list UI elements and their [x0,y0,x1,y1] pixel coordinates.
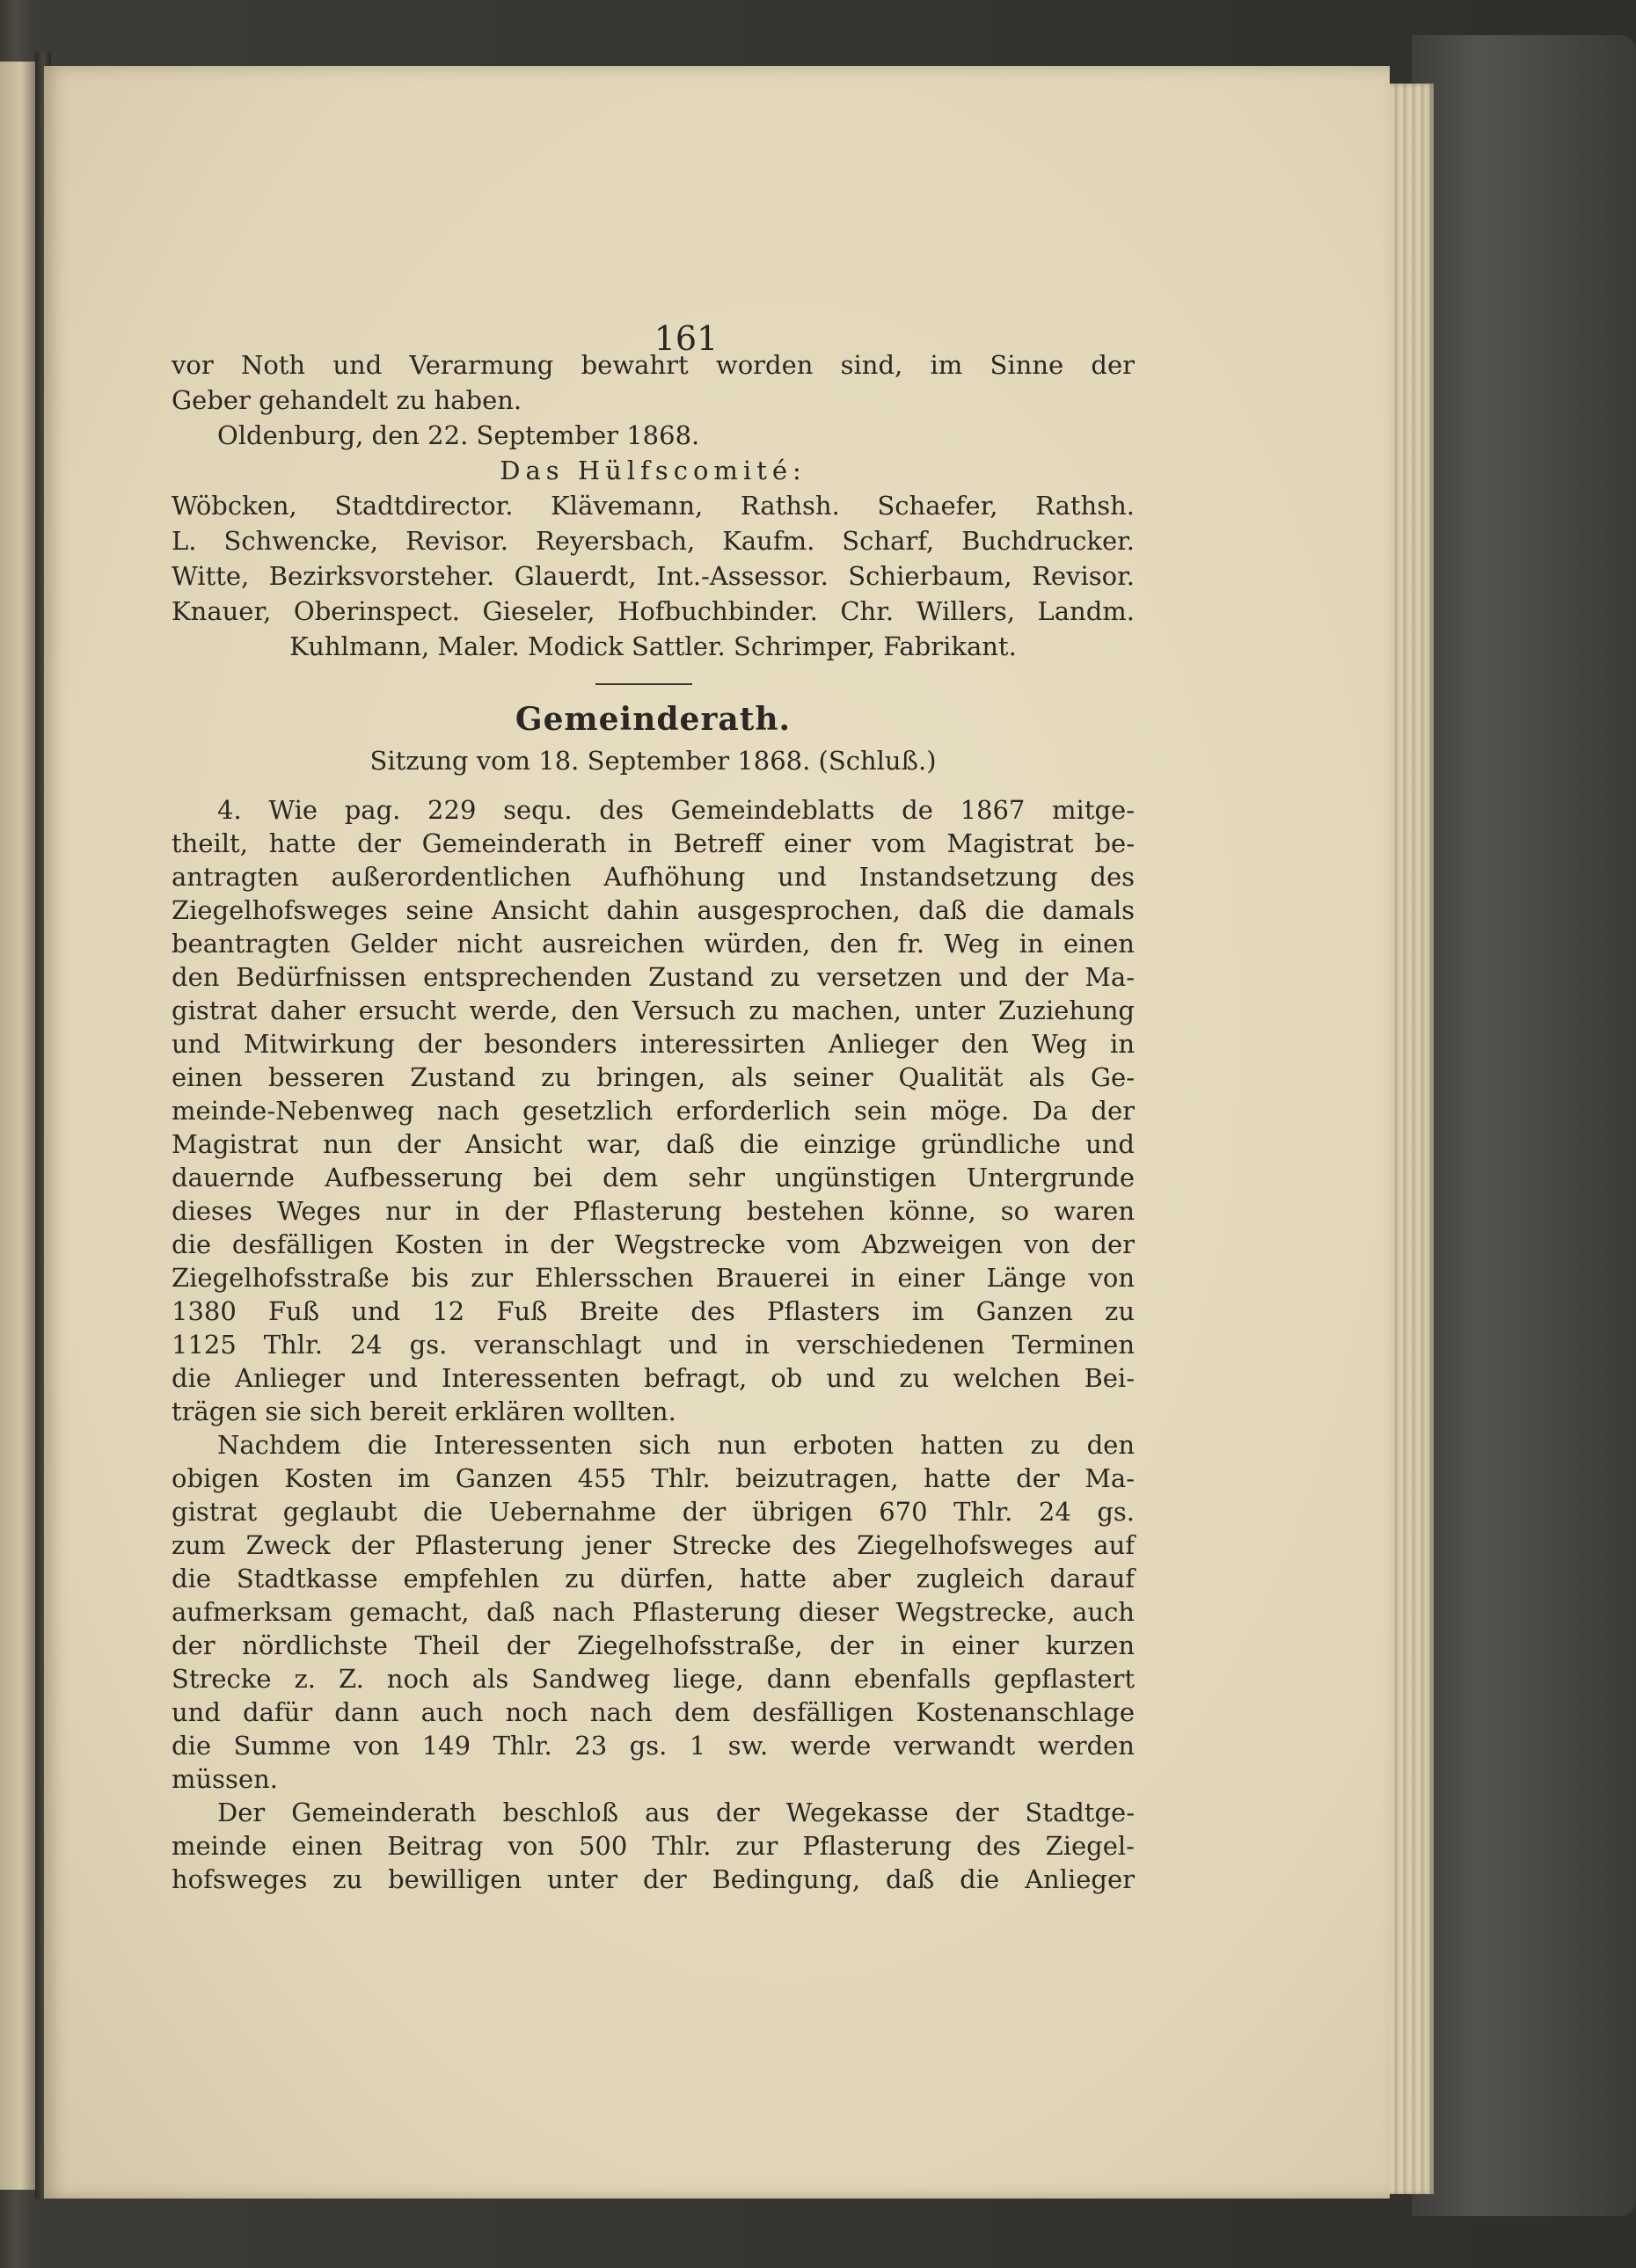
text-line: meinde einen Beitrag von 500 Thlr. zur Pflasterung des Ziegel- [172,1831,1135,1861]
text-line: 4. Wie pag. 229 sequ. des Gemeindeblatts de 1867 mitge- [217,795,1135,825]
text-line: antragten außerordentlichen Aufhöhung und Instandsetzung des [172,862,1135,892]
book-page [44,66,1390,2199]
text-line: 1125 Thlr. 24 gs. veranschlagt und in verschiedenen Terminen [172,1330,1135,1360]
text-line: trägen sie sich bereit erklären wollten. [172,1397,676,1426]
signature-line: Knauer, Oberinspect. Gieseler, Hofbuchbinder. Chr. Willers, Landm. [172,596,1135,626]
section-subheading: Sitzung vom 18. September 1868. (Schluß.) [369,746,937,776]
text-line: der nördlichste Theil der Ziegelhofsstraße, der in einer kurzen [172,1630,1135,1660]
signature-line: Wöbcken, Stadtdirector. Klävemann, Rathsh. Schaefer, Rathsh. [172,491,1135,521]
text-line: die Stadtkasse empfehlen zu dürfen, hatte aber zugleich darauf [172,1564,1135,1593]
signature-line: Kuhlmann, Maler. Modick Sattler. Schrimper, Fabrikant. [289,631,1017,661]
signature-line: Witte, Bezirksvorsteher. Glauerdt, Int.-Assessor. Schierbaum, Revisor. [172,561,1135,591]
text-line: vor Noth und Verarmung bewahrt worden sind, im Sinne der [172,350,1135,380]
text-line: die Summe von 149 Thlr. 23 gs. 1 sw. werde verwandt werden [172,1731,1135,1761]
text-line: den Bedürfnissen entsprechenden Zustand zu versetzen und der Ma- [172,962,1135,992]
text-line: die Anlieger und Interessenten befragt, ob und zu welchen Bei- [172,1363,1135,1393]
text-line: theilt, hatte der Gemeinderath in Betreff einer vom Magistrat be- [172,828,1135,858]
section-divider [595,683,692,685]
place-date-line: Oldenburg, den 22. September 1868. [217,420,700,450]
text-line: gistrat daher ersucht werde, den Versuch zu machen, unter Zuziehung [172,995,1135,1025]
text-line: meinde-Nebenweg nach gesetzlich erforderlich sein möge. Da der [172,1096,1135,1126]
text-line: Magistrat nun der Ansicht war, daß die einzige gründliche und [172,1129,1135,1159]
page-number: 161 [654,319,719,358]
text-line: gistrat geglaubt die Uebernahme der übrigen 670 Thlr. 24 gs. [172,1497,1135,1527]
signature-line: L. Schwencke, Revisor. Reyersbach, Kaufm. Scharf, Buchdrucker. [172,526,1135,556]
committee-title: Das Hülfscomité: [500,456,807,485]
text-line: Der Gemeinderath beschloß aus der Wegekasse der Stadtge- [217,1798,1135,1827]
text-line: dauernde Aufbesserung bei dem sehr ungünstigen Untergrunde [172,1163,1135,1192]
text-line: Ziegelhofsstraße bis zur Ehlersschen Brauerei in einer Länge von [172,1263,1135,1293]
text-line: Strecke z. Z. noch als Sandweg liege, dann ebenfalls gepflastert [172,1664,1135,1694]
text-line: und dafür dann auch noch nach dem desfälligen Kostenanschlage [172,1697,1135,1727]
text-line: beantragten Gelder nicht ausreichen würden, den fr. Weg in einen [172,929,1135,959]
text-line: obigen Kosten im Ganzen 455 Thlr. beizutragen, hatte der Ma- [172,1463,1135,1493]
text-line: einen besseren Zustand zu bringen, als seiner Qualität als Ge- [172,1062,1135,1092]
text-line: müssen. [172,1764,278,1794]
text-line: Nachdem die Interessenten sich nun erboten hatten zu den [217,1430,1135,1460]
text-line: zum Zweck der Pflasterung jener Strecke des Ziegelhofsweges auf [172,1530,1135,1560]
text-line: aufmerksam gemacht, daß nach Pflasterung dieser Wegstrecke, auch [172,1597,1135,1627]
book-cover [1412,35,1636,2216]
text-line: dieses Weges nur in der Pflasterung bestehen könne, so waren [172,1196,1135,1226]
text-line: 1380 Fuß und 12 Fuß Breite des Pflasters im Ganzen zu [172,1296,1135,1326]
text-line: hofsweges zu bewilligen unter der Bedingung, daß die Anlieger [172,1864,1135,1894]
text-line: Geber gehandelt zu haben. [172,385,522,415]
text-line: und Mitwirkung der besonders interessirten Anlieger den Weg in [172,1029,1135,1059]
text-line: die desfälligen Kosten in der Wegstrecke vom Abzweigen von der [172,1229,1135,1259]
text-line: Ziegelhofsweges seine Ansicht dahin ausgesprochen, daß die damals [172,895,1135,925]
previous-page-edge [0,62,35,2190]
section-heading: Gemeinderath. [515,701,792,738]
